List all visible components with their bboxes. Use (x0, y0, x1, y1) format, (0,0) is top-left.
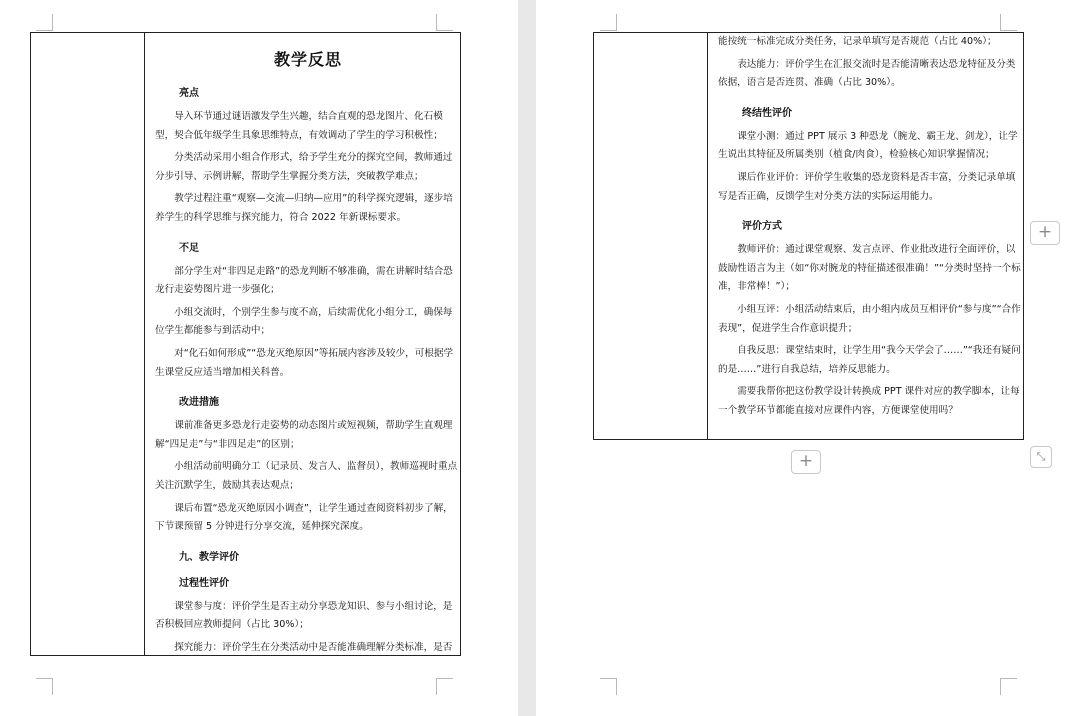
paragraph: 探究能力：评价学生在分类活动中是否能准确理解分类标准，是否 (174, 641, 453, 653)
paragraph: 导入环节通过谜语激发学生兴趣，结合直观的恐龙图片、化石模型，契合低年级学生具象思维特点，有效调动了学生的学习积极性； (155, 111, 443, 141)
paragraph: 教学过程注重“观察—交流—归纳—应用”的科学探究逻辑，逐步培养学生的科学思维与探究能力，符合 2022 年新课标要求。 (155, 193, 453, 223)
paragraph: 能按统一标准完成分类任务，记录单填写是否规范（占比 40%）； (718, 36, 997, 47)
content-flow-right (718, 33, 1024, 421)
paragraph: 自我反思：课堂结束时，让学生用“我今天学会了……”“我还有疑问的是……”进行自我总结，培养反思能力。 (718, 345, 1021, 375)
paragraph: 小组活动前明确分工（记录员、发言人、监督员），教师巡视时重点关注沉默学生，鼓励其表达观点； (155, 461, 458, 491)
paragraph: 课堂小测：通过 PPT 展示 3 种恐龙（腕龙、霸王龙、剑龙），让学生说出其特征及所属类别（植食/肉食），检验核心知识掌握情况； (718, 130, 1018, 161)
paragraph: 课后布置“恐龙灭绝原因小调查”，让学生通过查阅资料初步了解，下节课预留 5 分钟进行分享交流，延伸探究深度。 (155, 502, 453, 533)
section-heading: 九、教学评价 (179, 551, 239, 563)
paragraph: 分类活动采用小组合作形式，给予学生充分的探究空间，教师通过分步引导、示例讲解，帮助学生掌握分类方法，突破教学难点； (155, 152, 453, 182)
section-heading: 评价方式 (742, 221, 782, 233)
crop-mark (36, 14, 53, 31)
plus-icon: + (798, 451, 814, 471)
paragraph: 课堂参与度：评价学生是否主动分享恐龙知识、参与小组讨论，是否积极回应教师提问（占比 30%）； (155, 600, 453, 631)
paragraph: 课前准备更多恐龙行走姿势的动态图片或短视频，帮助学生直观理解“四足走”与“非四足走”的区别； (155, 420, 453, 450)
section-heading: 亮点 (179, 88, 199, 99)
paragraph: 小组互评：小组活动结束后，由小组内成员互相评价“参与度”“合作表现”，促进学生合作意识提升； (718, 303, 1021, 334)
page-title: 教学反思 (273, 50, 342, 69)
add-row-button[interactable] (791, 450, 821, 474)
section-heading: 不足 (179, 242, 199, 254)
add-column-button[interactable] (1030, 221, 1060, 245)
document-page-left (0, 0, 518, 716)
crop-mark (600, 678, 617, 695)
paragraph: 对“化石如何形成”“恐龙灭绝原因”等拓展内容涉及较少，可根据学生课堂反应适当增加相关科普。 (155, 347, 454, 378)
section-heading: 终结性评价 (742, 107, 792, 119)
content-flow-left (155, 84, 461, 655)
crop-mark (1000, 678, 1017, 695)
paragraph: 小组交流时，个别学生参与度不高，后续需优化小组分工，确保每位学生都能参与到活动中； (155, 306, 453, 337)
paragraph: 教师评价：通过课堂观察、发言点评、作业批改进行全面评价，以鼓励性语言为主（如“你对腕龙的特征描述很准确！”“分类时坚持一个标准，非常棒！”）； (718, 244, 1021, 293)
section-heading: 过程性评价 (179, 577, 229, 589)
crop-mark (36, 678, 53, 695)
table-left (30, 32, 461, 656)
paragraph: 部分学生对“非四足走路”的恐龙判断不够准确，需在讲解时结合恐龙行走姿势图片进一步强化； (155, 265, 453, 296)
paragraph: 课后作业评价：评价学生收集的恐龙资料是否丰富，分类记录单填写是否正确，反馈学生对分类方法的实际运用能力。 (718, 171, 1016, 202)
table-cell-content[interactable] (708, 33, 1024, 439)
page-gutter (518, 0, 536, 716)
resize-icon: ⤡ (1036, 450, 1046, 463)
crop-mark (436, 678, 453, 695)
table-cell-content[interactable] (145, 33, 461, 655)
table-right (593, 32, 1024, 440)
document-page-right (536, 0, 1080, 716)
table-resize-button[interactable] (1030, 446, 1052, 468)
paragraph: 需要我帮你把这份教学设计转换成 PPT 课件对应的教学脚本，让每一个教学环节都能直接对应课件内容，方便课堂使用吗？ (718, 386, 1020, 416)
crop-mark (1000, 14, 1017, 31)
paragraph: 表达能力：评价学生在汇报交流时是否能清晰表达恐龙特征及分类依据，语言是否连贯、准确（占比 30%）。 (718, 58, 1016, 89)
plus-icon: + (1037, 222, 1053, 242)
crop-mark (600, 14, 617, 31)
crop-mark (436, 14, 453, 31)
section-heading: 改进措施 (179, 397, 219, 409)
